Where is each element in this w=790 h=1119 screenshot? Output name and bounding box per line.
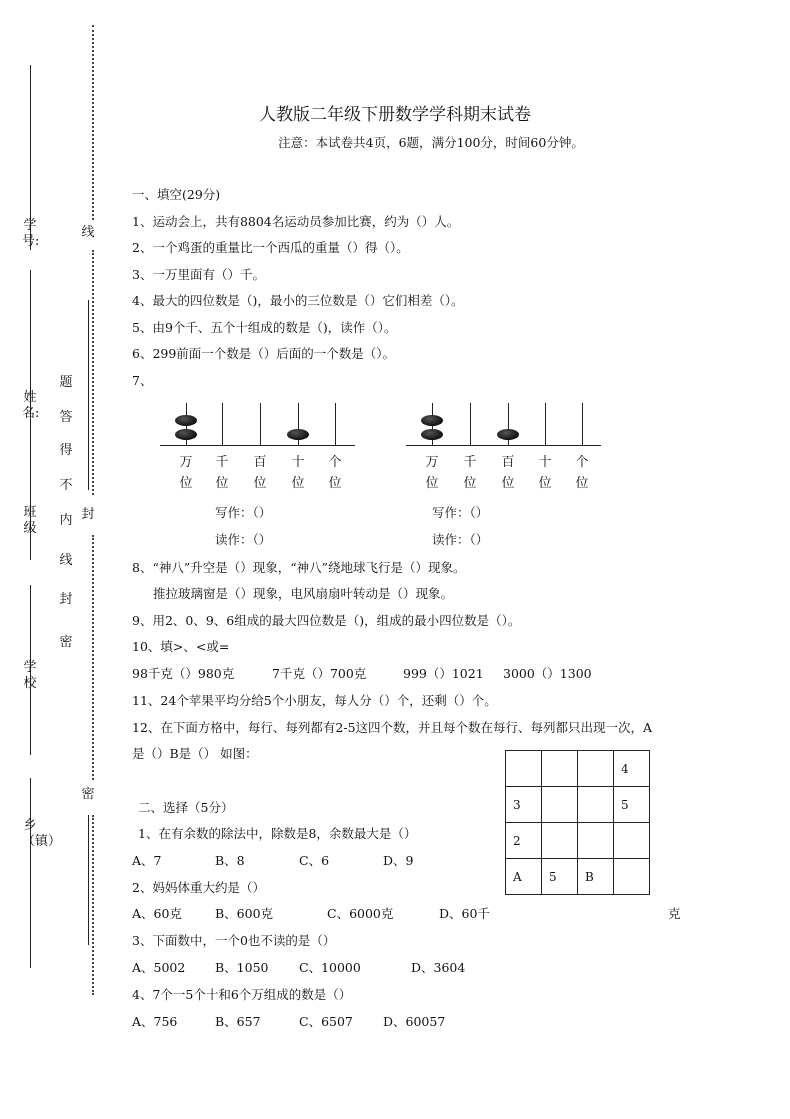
- place-label: 百: [253, 455, 267, 470]
- question: 5、由9个千、五个十组成的数是（)，读作（）。: [132, 320, 397, 335]
- number-grid: [505, 750, 650, 895]
- option: B、8: [215, 853, 245, 868]
- grid-cell: [578, 823, 614, 859]
- place-wei-label: 位: [215, 476, 229, 491]
- question: 1、在有余数的除法中，除数是8，余数最大是（）: [138, 826, 417, 841]
- cut-line: [92, 250, 94, 495]
- grid-cell: [542, 751, 578, 787]
- option: C、6507: [299, 1014, 353, 1029]
- margin-line: [30, 778, 31, 968]
- grid-cell: [614, 823, 650, 859]
- seal-char: 答: [59, 410, 73, 425]
- question: 11、24个苹果平均分给5个小朋友，每人分（）个，还剩（）个。: [132, 693, 497, 708]
- option: A、60克: [132, 906, 182, 921]
- seal-char: 封: [59, 592, 73, 607]
- question: 2、一个鸡蛋的重量比一个西瓜的重量（）得（）。: [132, 240, 409, 255]
- seal-char: 密: [59, 635, 73, 650]
- place-wei-label: 位: [501, 476, 515, 491]
- write-label: 写作：（）: [215, 505, 272, 520]
- question: 2、妈妈体重大约是（）: [132, 880, 265, 895]
- township-label: 乡（镇）: [22, 818, 62, 849]
- question: 推拉玻璃窗是（）现象，电风扇扇叶转动是（）现象。: [153, 586, 454, 601]
- question: 12、在下面方格中，每行、每列都有2-5这四个数，并且每个数在每行、每列都只出现一次，A: [132, 720, 653, 735]
- grid-cell: 5: [614, 787, 650, 823]
- question: 3、下面数中，一个0也不读的是（）: [132, 933, 336, 948]
- abacus-base: [160, 445, 355, 446]
- grid-cell: 3: [506, 787, 542, 823]
- grid-row: [506, 751, 650, 787]
- seal-char: 内: [59, 513, 73, 528]
- option: A、5002: [132, 960, 186, 975]
- write-label: 写作：（）: [432, 505, 489, 520]
- compare-item: 999（）1021: [403, 666, 484, 681]
- compare-item: 7千克（）700克: [272, 666, 367, 681]
- abacus-rod: [222, 403, 223, 445]
- place-wei-label: 位: [463, 476, 477, 491]
- seal-xian: 线: [81, 225, 95, 240]
- abacus-bead: [497, 429, 519, 440]
- grid-cell: 4: [614, 751, 650, 787]
- question: 1、运动会上，共有8804名运动员参加比赛，约为（）人。: [132, 214, 460, 229]
- place-label: 万: [425, 455, 439, 470]
- cut-line: [92, 535, 94, 780]
- option: D、60057: [383, 1014, 446, 1029]
- grid-cell: 5: [542, 859, 578, 895]
- grid-cell: [578, 751, 614, 787]
- cut-line: [92, 815, 94, 995]
- section1-heading: 一、填空(29分): [132, 187, 221, 202]
- place-wei-label: 位: [328, 476, 342, 491]
- read-label: 读作：（）: [215, 532, 272, 547]
- option: B、1050: [215, 960, 269, 975]
- student-id-label: 学号:: [22, 218, 40, 249]
- option: B、600克: [215, 906, 274, 921]
- seal-char: 题: [59, 375, 73, 390]
- question: 7、: [132, 373, 153, 388]
- abacus-rod: [335, 403, 336, 445]
- question: 9、用2、0、9、6组成的最大四位数是（)，组成的最小四位数是（）。: [132, 613, 521, 628]
- section2-heading: 二、选择（5分）: [138, 800, 234, 815]
- option: D、9: [383, 853, 414, 868]
- abacus-base: [406, 445, 601, 446]
- option: A、7: [132, 853, 162, 868]
- abacus-bead: [175, 429, 197, 440]
- option: A、756: [132, 1014, 178, 1029]
- option: D、3604: [411, 960, 466, 975]
- abacus-bead: [421, 429, 443, 440]
- seal-char: 线: [59, 553, 73, 568]
- question: 4、7个一5个十和6个万组成的数是（）: [132, 987, 352, 1002]
- seal-char: 得: [59, 443, 73, 458]
- grid-cell: B: [578, 859, 614, 895]
- place-label: 千: [215, 455, 229, 470]
- seal-mi: 密: [81, 787, 95, 802]
- place-wei-label: 位: [425, 476, 439, 491]
- place-wei-label: 位: [538, 476, 552, 491]
- option: C、6: [299, 853, 330, 868]
- school-label: 学校: [23, 660, 37, 691]
- place-label: 千: [463, 455, 477, 470]
- place-wei-label: 位: [575, 476, 589, 491]
- place-label: 万: [179, 455, 193, 470]
- name-label: 姓名:: [22, 390, 40, 421]
- option: C、6000克: [327, 906, 394, 921]
- seal-char: 不: [59, 478, 73, 493]
- margin-line: [88, 815, 89, 945]
- class-label: 班级: [23, 505, 37, 536]
- place-label: 百: [501, 455, 515, 470]
- exam-note: 注意：本试卷共4页，6题，满分100分，时间60分钟。: [278, 135, 584, 150]
- grid-row: [506, 859, 650, 895]
- abacus-bead: [287, 429, 309, 440]
- grid-cell: [506, 751, 542, 787]
- place-label: 十: [291, 455, 305, 470]
- place-wei-label: 位: [253, 476, 267, 491]
- grid-cell: [578, 787, 614, 823]
- option: D、60千: [439, 906, 490, 921]
- grid-row: [506, 787, 650, 823]
- place-label: 个: [328, 455, 342, 470]
- question: 是（）B是（） 如图：: [132, 746, 258, 761]
- abacus-rod: [470, 403, 471, 445]
- question: 10、填>、<或=: [132, 639, 230, 654]
- question: 3、一万里面有（）千。: [132, 267, 265, 282]
- abacus-rod: [582, 403, 583, 445]
- option-tail: 克: [668, 906, 681, 921]
- compare-item: 3000（）1300: [503, 666, 592, 681]
- question: 6、299前面一个数是（）后面的一个数是（）。: [132, 346, 396, 361]
- place-label: 个: [575, 455, 589, 470]
- grid-cell: [542, 787, 578, 823]
- abacus-rod: [260, 403, 261, 445]
- place-wei-label: 位: [179, 476, 193, 491]
- place-label: 十: [538, 455, 552, 470]
- margin-line: [88, 300, 89, 490]
- question: 4、最大的四位数是（)，最小的三位数是（）它们相差（）。: [132, 293, 464, 308]
- abacus-rod: [545, 403, 546, 445]
- abacus-bead: [421, 415, 443, 426]
- grid-cell: [614, 859, 650, 895]
- option: B、657: [215, 1014, 261, 1029]
- grid-row: [506, 823, 650, 859]
- abacus-bead: [175, 415, 197, 426]
- grid-cell: [542, 823, 578, 859]
- grid-cell: 2: [506, 823, 542, 859]
- page-title: 人教版二年级下册数学学科期末试卷: [259, 105, 531, 125]
- read-label: 读作：（）: [432, 532, 489, 547]
- grid-cell: A: [506, 859, 542, 895]
- place-wei-label: 位: [291, 476, 305, 491]
- question: 8、“神八”升空是（）现象，“神八”绕地球飞行是（）现象。: [132, 560, 466, 575]
- compare-item: 98千克（）980克: [132, 666, 235, 681]
- option: C、10000: [299, 960, 361, 975]
- seal-feng: 封: [81, 507, 95, 522]
